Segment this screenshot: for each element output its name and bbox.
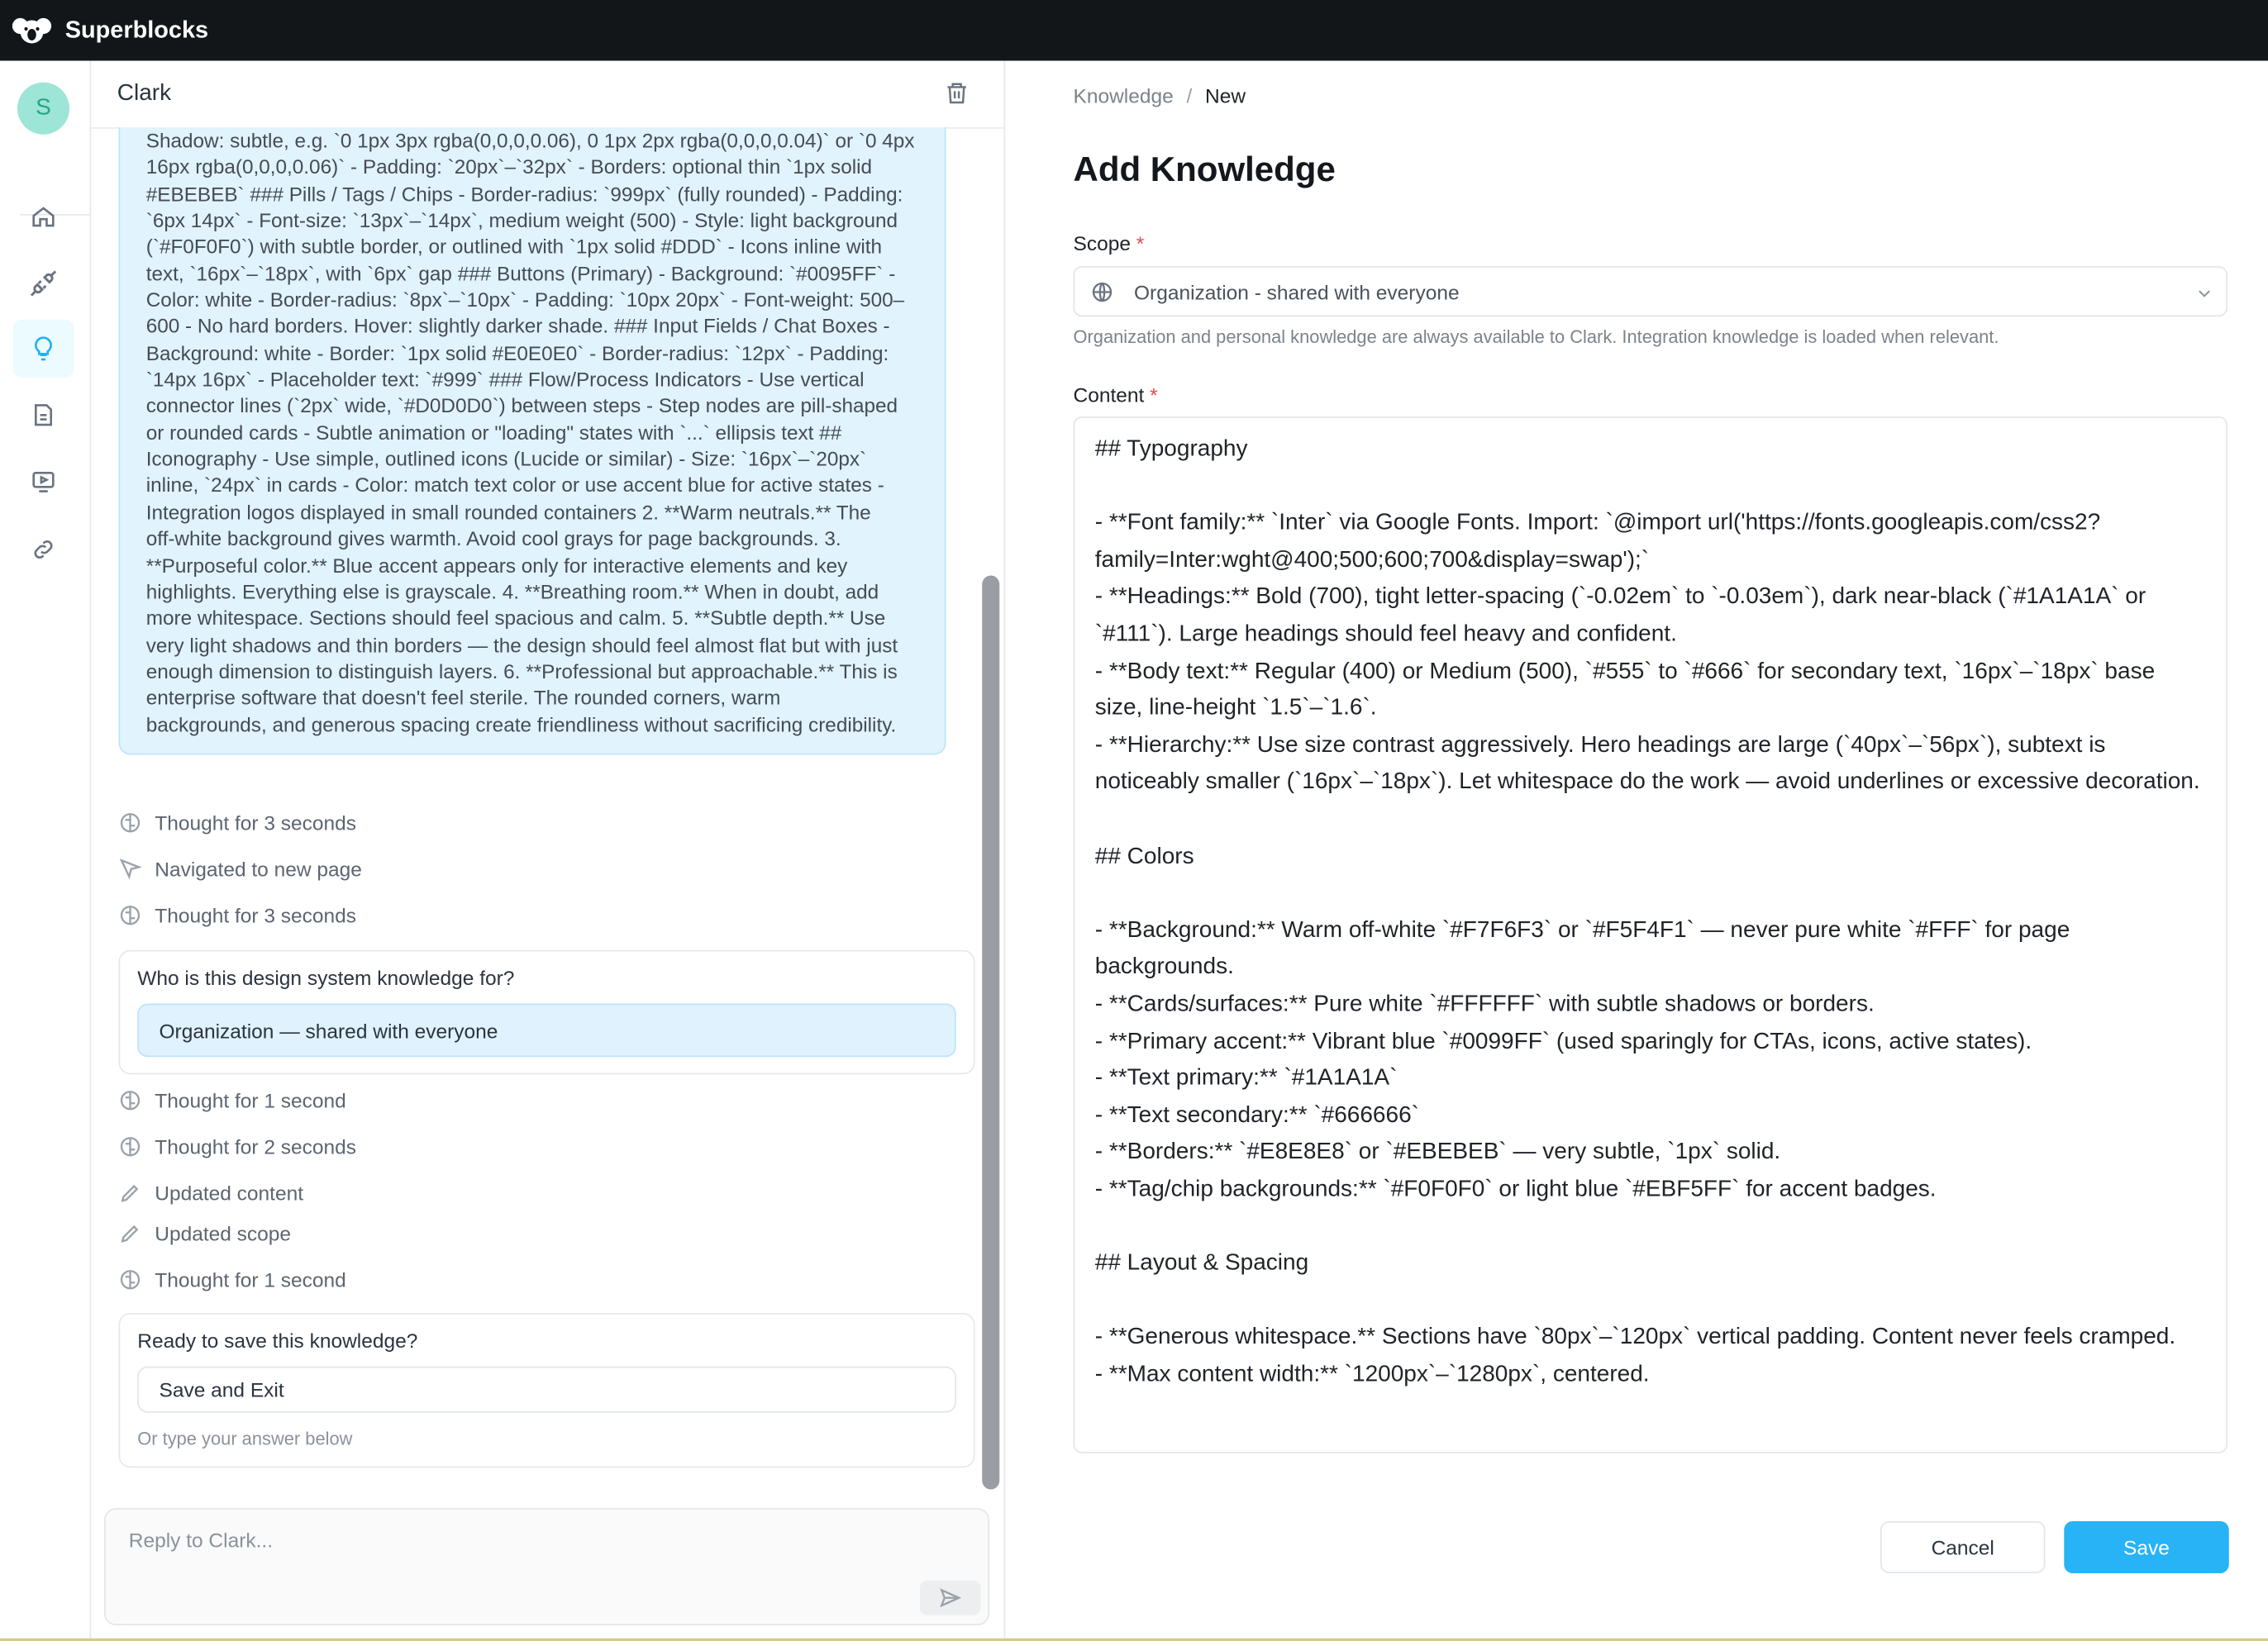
save-button[interactable]: Save	[2064, 1521, 2229, 1573]
message-line: off-white background gives warmth. Avoid cool grays for page backgrounds. 3.	[145, 526, 841, 550]
message-line: Color: white - Border-radius: `8px`–`10px` - Padding: `10px 20px` - Font-weight: 500–	[145, 288, 905, 312]
message-line: `6px 14px` - Font-size: `13px`–`14px`, medium weight (500) - Style: light background	[145, 208, 898, 232]
video-icon	[31, 469, 57, 495]
breadcrumb-new: New	[1205, 83, 1246, 107]
home-icon	[31, 204, 57, 231]
message-line: Background: white - Border: `1px solid #E0E0E0` - Border-radius: `12px` - Padding:	[145, 340, 889, 364]
content-label	[1074, 383, 1158, 407]
activity-label: Thought for 1 second	[155, 1268, 346, 1291]
activity-label: Updated content	[155, 1181, 304, 1205]
scope-label	[1074, 231, 1145, 254]
message-line: **Purposeful color.** Blue accent appears only for interactive elements and key	[145, 553, 848, 577]
message-line: connector lines (`2px` wide, `#D0D0D0`) between steps - Step nodes are pill-shaped	[145, 393, 898, 417]
answer-hint: Or type your answer below	[137, 1429, 353, 1449]
content-label-text: Content	[1073, 383, 1145, 407]
rail-item-integrations[interactable]	[13, 254, 74, 312]
answer-option[interactable]: Organization — shared with everyone	[137, 1004, 956, 1058]
brain-icon	[119, 904, 142, 927]
globe-icon	[1091, 280, 1114, 303]
page-title: Add Knowledge	[1073, 150, 1336, 190]
message-line: enough dimension to distinguish layers. 6. **Professional but approachable.** This is	[145, 659, 898, 683]
activity-label: Thought for 2 seconds	[155, 1134, 357, 1158]
question-text: Who is this design system knowledge for?	[137, 966, 515, 989]
breadcrumb	[1074, 84, 1246, 107]
question-card	[119, 950, 975, 1075]
question-card	[119, 1313, 975, 1467]
reply-input[interactable]	[126, 1527, 941, 1553]
chat-scrollbar[interactable]	[982, 576, 999, 1490]
breadcrumb-separator: /	[1186, 83, 1193, 107]
rail-item-documents[interactable]	[13, 386, 74, 444]
activity-label: Thought for 3 seconds	[155, 903, 357, 927]
cursor-arrow-icon	[119, 858, 142, 881]
chevron-down-icon	[2194, 283, 2215, 304]
activity-item	[119, 858, 362, 881]
breadcrumb-knowledge[interactable]: Knowledge	[1073, 83, 1174, 107]
message-line: or rounded cards - Subtle animation or "loading" states with `...` ellipsis text ##	[145, 420, 842, 444]
scope-label-text: Scope	[1073, 231, 1131, 254]
document-icon	[31, 402, 57, 429]
brain-icon	[119, 1135, 142, 1158]
message-line: Iconography - Use simple, outlined icons (Lucide or similar) - Size: `16px`–`20px`	[145, 446, 867, 470]
activity-item	[119, 1089, 346, 1112]
rail-item-knowledge[interactable]	[13, 320, 74, 378]
plug-icon	[29, 269, 58, 298]
activity-label: Updated scope	[155, 1221, 292, 1245]
activity-item	[119, 1135, 357, 1158]
chat-panel	[91, 61, 1005, 1641]
rail-item-video[interactable]	[13, 453, 74, 511]
send-button[interactable]	[920, 1581, 981, 1615]
brain-icon	[119, 811, 142, 835]
message-line: very light shadows and thin borders — the design should feel almost flat but with just	[145, 632, 898, 656]
message-line: #EBEBEB` ### Pills / Tags / Chips - Border-radius: `999px` (fully rounded) - Padding:	[145, 181, 903, 205]
message-line: text, `16px`–`18px`, with `6px` gap ### Buttons (Primary) - Background: `#0095FF` -	[145, 261, 896, 285]
required-mark: *	[1136, 231, 1145, 254]
lightbulb-icon	[31, 335, 57, 362]
scope-help-text: Organization and personal knowledge are always available to Clark. Integration knowledge is loaded when relevant.	[1073, 326, 1999, 347]
pencil-icon	[119, 1222, 142, 1245]
trash-icon[interactable]	[945, 81, 970, 106]
activity-label: Thought for 3 seconds	[155, 811, 357, 835]
pencil-icon	[119, 1182, 142, 1205]
activity-label: Navigated to new page	[155, 857, 362, 881]
cancel-button[interactable]: Cancel	[1880, 1521, 2046, 1573]
message-line: more whitespace. Sections should feel spacious and calm. 5. **Subtle depth.** Use	[145, 606, 886, 630]
reply-box	[104, 1508, 989, 1625]
send-icon	[939, 1586, 962, 1610]
left-rail	[0, 61, 91, 1641]
top-bar	[0, 0, 2268, 61]
activity-item	[119, 904, 357, 927]
chat-header	[91, 61, 1003, 129]
message-line: (`#F0F0F0`) with subtle border, or outlined with `1px solid #DDD` - Icons inline with	[145, 235, 883, 259]
message-line: inline, `24px` in cards - Color: match text color or use accent blue for active states -	[145, 473, 884, 497]
scope-select[interactable]	[1074, 266, 2228, 316]
message-line: `14px 16px` - Placeholder text: `#999` ### Flow/Process Indicators - Use vertical	[145, 367, 865, 391]
scope-value: Organization - shared with everyone	[1134, 279, 1460, 303]
link-icon	[31, 536, 57, 563]
message-bubble	[119, 127, 946, 755]
content-text[interactable]: ## Typography - **Font family:** `Inter` via Google Fonts. Import: `@import url('https://fonts.googleapis.com/css2?family=Inter:wght@400;500;600;700&display=swap');` - **Headings:** Bold (700), tight letter-spacing (`-0.02em` to `-0.03em`), dark near-black (`#1A1A1A` or `#111`). Large headings should feel heavy and confident. - **Body text:** Regular (400) or Medium (500), `#555` to `#666` for secondary text, `16px`–`18px` base size, line-height `1.5`–`1.6`. - **Hierarchy:** Use size contrast aggressively. Hero headings are large (`40px`–`56px`), subtext is noticeably smaller (`16px`–`18px`). Let whitespace do the work — avoid underlines or excessive decoration. ## Colors - **Background:** Warm off-white `#F7F6F3` or `#F5F4F1` — never pure white `#FFF` for page backgrounds. - **Cards/surfaces:** Pure white `#FFFFFF` with subtle shadows or borders. - **Primary accent:** Vibrant blue `#0099FF` (used sparingly for CTAs, icons, active states). - **Text primary:** `#1A1A1A` - **Text secondary:** `#666666` - **Borders:** `#E8E8E8` or `#EBEBEB` — very subtle, `1px` solid. - **Tag/chip backgrounds:** `#F0F0F0` or light blue `#EBF5FF` for accent badges. ## Layout & Spacing - **Generous whitespace.** Sections have `80px`–`120px` vertical padding. Content never feels cramped. - **Max content width:** `1200px`–`1280px`, centered.	[1094, 436, 2200, 1387]
required-mark: *	[1150, 383, 1158, 407]
activity-item	[119, 1268, 346, 1291]
activity-item	[119, 1182, 304, 1205]
koala-logo-icon	[12, 15, 52, 47]
message-line: Integration logos displayed in small rounded containers 2. **Warm neutrals.** The	[145, 500, 871, 524]
activity-item	[119, 1222, 292, 1245]
chat-title: Clark	[117, 81, 172, 106]
question-text: Ready to save this knowledge?	[137, 1329, 418, 1353]
save-and-exit-option[interactable]: Save and Exit	[137, 1367, 956, 1413]
brain-icon	[119, 1268, 142, 1291]
message-line: 16px rgba(0,0,0,0.06)` - Padding: `20px`–`32px` - Borders: optional thin `1px solid	[145, 155, 873, 178]
message-line: 600 - No hard borders. Hover: slightly darker shade. ### Input Fields / Chat Boxes -	[145, 314, 890, 338]
brain-icon	[119, 1089, 142, 1112]
knowledge-form	[1005, 61, 2268, 1641]
activity-label: Thought for 1 second	[155, 1088, 346, 1112]
activity-item	[119, 811, 357, 835]
brand-name: Superblocks	[64, 17, 209, 43]
message-line: highlights. Everything else is grayscale. 4. **Breathing room.** When in doubt, add	[145, 579, 879, 603]
message-line: backgrounds, and generous spacing create friendliness without sacrificing credibility.	[145, 711, 897, 735]
rail-item-home[interactable]	[13, 188, 74, 246]
content-textarea[interactable]	[1074, 416, 2228, 1453]
avatar[interactable]: S	[17, 83, 69, 135]
message-line: Shadow: subtle, e.g. `0 1px 3px rgba(0,0,0,0.06), 0 1px 2px rgba(0,0,0,0.04)` or `0 4px	[145, 128, 915, 152]
message-line: enterprise software that doesn't feel sterile. The rounded corners, warm	[145, 685, 781, 709]
rail-item-links[interactable]	[13, 521, 74, 578]
